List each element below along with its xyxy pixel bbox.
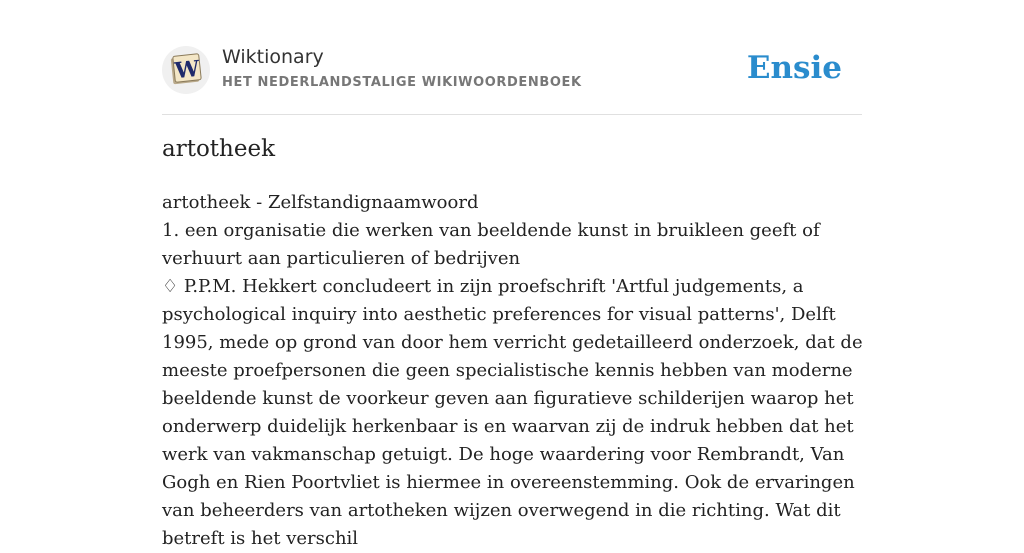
site-name[interactable]: Wiktionary bbox=[222, 46, 324, 68]
logo-letter: W bbox=[173, 55, 201, 85]
entry-content bbox=[162, 189, 864, 553]
ensie-brand-link[interactable]: Ensie bbox=[746, 50, 842, 86]
wiktionary-logo-icon[interactable] bbox=[162, 46, 210, 94]
page-title: artotheek bbox=[162, 136, 276, 162]
site-header bbox=[162, 44, 862, 115]
site-subtitle: HET NEDERLANDSTALIGE WIKIWOORDENBOEK bbox=[222, 75, 582, 90]
word-type-line: artotheek - Zelfstandignaamwoord bbox=[162, 192, 479, 213]
definition: 1. een organisatie die werken van beeldende kunst in bruikleen geeft of verhuurt aan particulieren of bedrijven bbox=[162, 220, 820, 269]
example-quote: ♢ P.P.M. Hekkert concludeert in zijn proefschrift 'Artful judgements, a psychological inquiry into aesthetic preferences for visual patterns', Delft 1995, mede op grond van door hem verricht gedetailleerd onderzoek, dat de meeste proefpersonen die geen specialistische kennis hebben van moderne beeldende kunst de voorkeur geven aan figuratieve schilderijen waarop het onderwerp duidelijk herkenbaar is en waarvan zij de indruk hebben dat het werk van vakmanschap getuigt. De hoge waardering voor Rembrandt, Van Gogh en Rien Poortvliet is hiermee in overeenstemming. Ook de ervaringen van beheerders van artotheken wijzen overwegend in die richting. Wat dit betreft is het verschil bbox=[162, 276, 863, 549]
